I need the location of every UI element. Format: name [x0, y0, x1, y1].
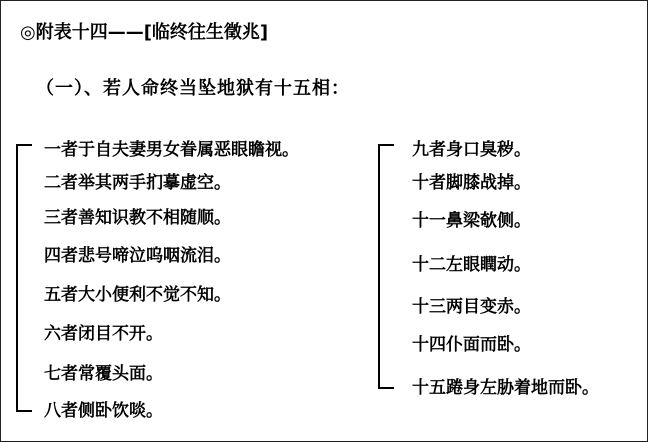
list-item: 十四仆面而卧。 — [412, 335, 531, 355]
list-item: 十者脚膝战掉。 — [412, 173, 531, 193]
list-item: 二者举其两手扪摹虚空。 — [44, 173, 231, 193]
list-item: 一者于自夫妻男女眷属恶眼瞻视。 — [44, 140, 299, 160]
list-item: 八者侧卧饮啖。 — [44, 401, 163, 421]
list-item: 十一鼻梁欹侧。 — [412, 211, 531, 231]
list-item: 三者善知识教不相随顺。 — [44, 208, 231, 228]
list-item: 九者身口臭秽。 — [412, 140, 531, 160]
list-item: 十二左眼瞤动。 — [412, 255, 531, 275]
page-title: ◎附表十四——[临终往生徵兆] — [20, 22, 269, 43]
section-heading: （一）、若人命终当坠地狱有十五相： — [36, 78, 350, 99]
list-item: 六者闭目不开。 — [44, 324, 163, 344]
list-item: 五者大小便利不觉不知。 — [44, 285, 231, 305]
right-bracket — [378, 144, 394, 389]
list-item: 四者悲号啼泣呜咽流泪。 — [44, 246, 231, 266]
list-item: 七者常覆头面。 — [44, 364, 163, 384]
list-item: 十五踡身左胁着地而卧。 — [412, 378, 599, 398]
left-bracket — [16, 144, 32, 412]
list-item: 十三两目变赤。 — [412, 297, 531, 317]
